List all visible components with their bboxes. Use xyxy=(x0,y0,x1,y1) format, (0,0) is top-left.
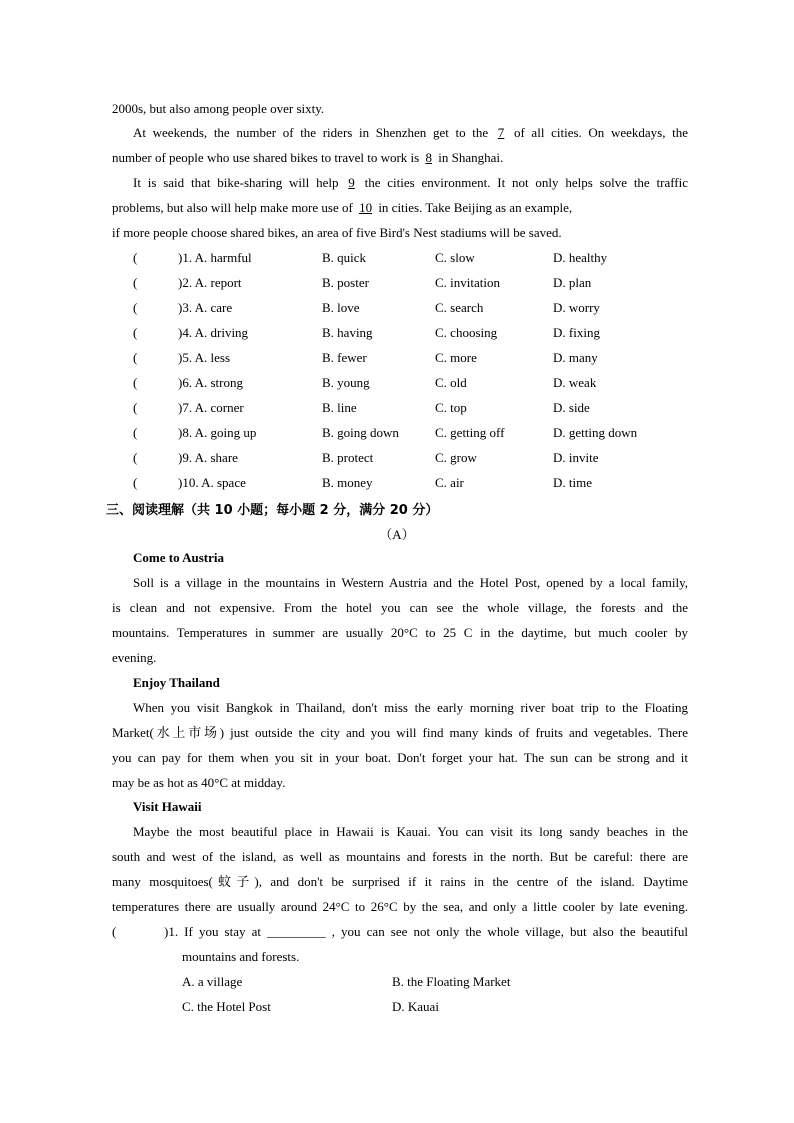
option-row: ( )8. A. going up B. going down C. getting off D. getting down xyxy=(133,425,638,440)
option-row: ( )6. A. strong B. young C. old D. weak xyxy=(133,375,597,390)
cloze-line-3: It is said that bike-sharing will help 9 the cities environment. It not only helps solve the traffic xyxy=(133,175,689,190)
hawaii-line: many mosquitoes(蚊子), and don't be surprised if it rains in the centre of the island. Daytime xyxy=(112,874,688,889)
blank-10: 10 xyxy=(359,200,373,215)
question-1-option-b: B. the Floating Market xyxy=(392,974,511,989)
option-row: ( )9. A. share B. protect C. grow D. invite xyxy=(133,450,599,465)
hawaii-line: south and west of the island, as well as mountains and forests in the north. But be careful: there are xyxy=(112,849,688,864)
cloze-line-5: if more people choose shared bikes, an area of five Bird's Nest stadiums will be saved. xyxy=(112,225,562,240)
thailand-line: you can pay for them when you sit in your boat. Don't forget your hat. The sun can be strong and it xyxy=(112,750,688,765)
heading-thailand: Enjoy Thailand xyxy=(133,675,220,690)
option-row: ( )7. A. corner B. line C. top D. side xyxy=(133,400,590,415)
hawaii-line: temperatures there are usually around 24°C to 26°C by the sea, and only a little cooler by late evening. xyxy=(112,899,688,914)
thailand-line: Market(水上市场) just outside the city and you will find many kinds of fruits and vegetables. There xyxy=(112,725,688,740)
austria-line: mountains. Temperatures in summer are usually 20°C to 25 C in the daytime, but much cooler by xyxy=(112,625,688,640)
question-1-option-d: D. Kauai xyxy=(392,999,439,1014)
option-row: ( )5. A. less B. fewer C. more D. many xyxy=(133,350,598,365)
austria-line: evening. xyxy=(112,650,157,665)
option-row: ( )1. A. harmful B. quick C. slow D. healthy xyxy=(133,250,608,265)
question-1-option-c: C. the Hotel Post xyxy=(182,999,271,1014)
cloze-line-2: number of people who use shared bikes to travel to work is 8 in Shanghai. xyxy=(112,150,504,165)
blank-8: 8 xyxy=(425,150,432,165)
cloze-line-0: 2000s, but also among people over sixty. xyxy=(112,101,325,116)
cloze-line-1: At weekends, the number of the riders in Shenzhen get to the 7 of all cities. On weekdays, the xyxy=(133,125,689,140)
blank-9: 9 xyxy=(348,175,355,190)
heading-austria: Come to Austria xyxy=(133,550,224,565)
blank-7: 7 xyxy=(497,125,505,140)
option-row: ( )2. A. report B. poster C. invitation D. plan xyxy=(133,275,592,290)
austria-line: Soll is a village in the mountains in Western Austria and the Hotel Post, opened by a local family, xyxy=(133,575,688,590)
question-1: ( )1. If you stay at _________ , you can see not only the whole village, but also the beautiful xyxy=(112,924,688,939)
option-row: ( )3. A. care B. love C. search D. worry xyxy=(133,300,600,315)
thailand-line: When you visit Bangkok in Thailand, don't miss the early morning river boat trip to the Floating xyxy=(133,700,688,715)
hawaii-line: Maybe the most beautiful place in Hawaii is Kauai. You can visit its long sandy beaches in the xyxy=(133,824,688,839)
thailand-line: may be as hot as 40°C at midday. xyxy=(112,775,286,790)
option-row: ( )10. A. space B. money C. air D. time xyxy=(133,475,592,490)
question-1-option-a: A. a village xyxy=(182,974,243,989)
heading-hawaii: Visit Hawaii xyxy=(133,799,202,814)
section-title: 三、阅读理解（共 10 小题；每小题 2 分，满分 20 分） xyxy=(106,503,439,518)
option-row: ( )4. A. driving B. having C. choosing D. fixing xyxy=(133,325,600,340)
austria-line: is clean and not expensive. From the hotel you can see the whole village, the forests and the xyxy=(112,600,688,615)
cloze-line-4: problems, but also will help make more use of 10 in cities. Take Beijing as an example, xyxy=(112,200,573,215)
part-label: （A） xyxy=(379,527,415,542)
question-1-stem-cont: mountains and forests. xyxy=(182,949,300,964)
